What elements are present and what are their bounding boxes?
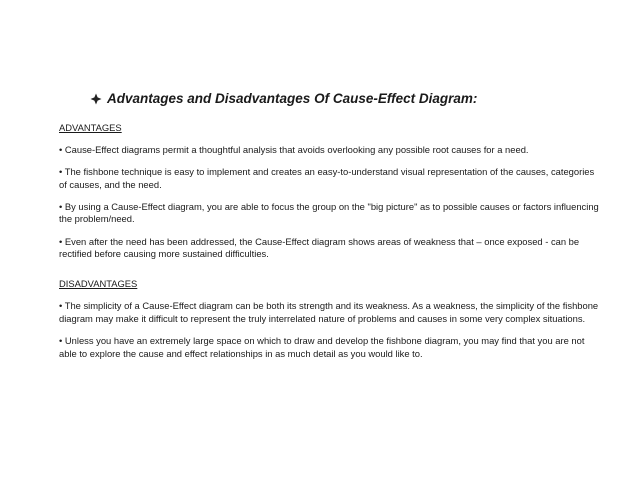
advantage-item: • By using a Cause-Effect diagram, you are able to focus the group on the "big picture" as to possible causes or factors influencing the problem/need. xyxy=(59,200,599,225)
advantage-item: • Even after the need has been addressed, the Cause-Effect diagram shows areas of weakness that – once exposed - can be rectified before causing more sustained difficulties. xyxy=(59,235,580,260)
heading-title: Advantages and Disadvantages Of Cause-Effect Diagram: xyxy=(107,91,478,106)
disadvantage-item: • Unless you have an extremely large space on which to draw and develop the fishbone diagram, you may find that you are not able to explore the cause and effect relationships in as much detail as you would like to. xyxy=(59,335,585,359)
disadvantages-title: DISADVANTAGES xyxy=(59,278,138,290)
advantage-item: • Cause-Effect diagrams permit a thoughtful analysis that avoids overlooking any possible root causes for a need. xyxy=(59,144,529,156)
diamond-bullet-icon xyxy=(90,93,102,105)
advantages-title: ADVANTAGES xyxy=(59,122,122,133)
disadvantage-item: • The simplicity of a Cause-Effect diagram can be both its strength and its weakness. As a weakness, the simplicity of the fishbone diagram may make it difficult to represent the truly interrelated nature of problems and causes in some very complex situations. xyxy=(59,300,599,324)
page-heading xyxy=(90,91,477,106)
advantage-item: • The fishbone technique is easy to implement and creates an easy-to-understand visual representation of the causes, categories of causes, and the need. xyxy=(59,166,595,190)
document-body xyxy=(59,122,599,370)
section-gap xyxy=(59,270,599,278)
